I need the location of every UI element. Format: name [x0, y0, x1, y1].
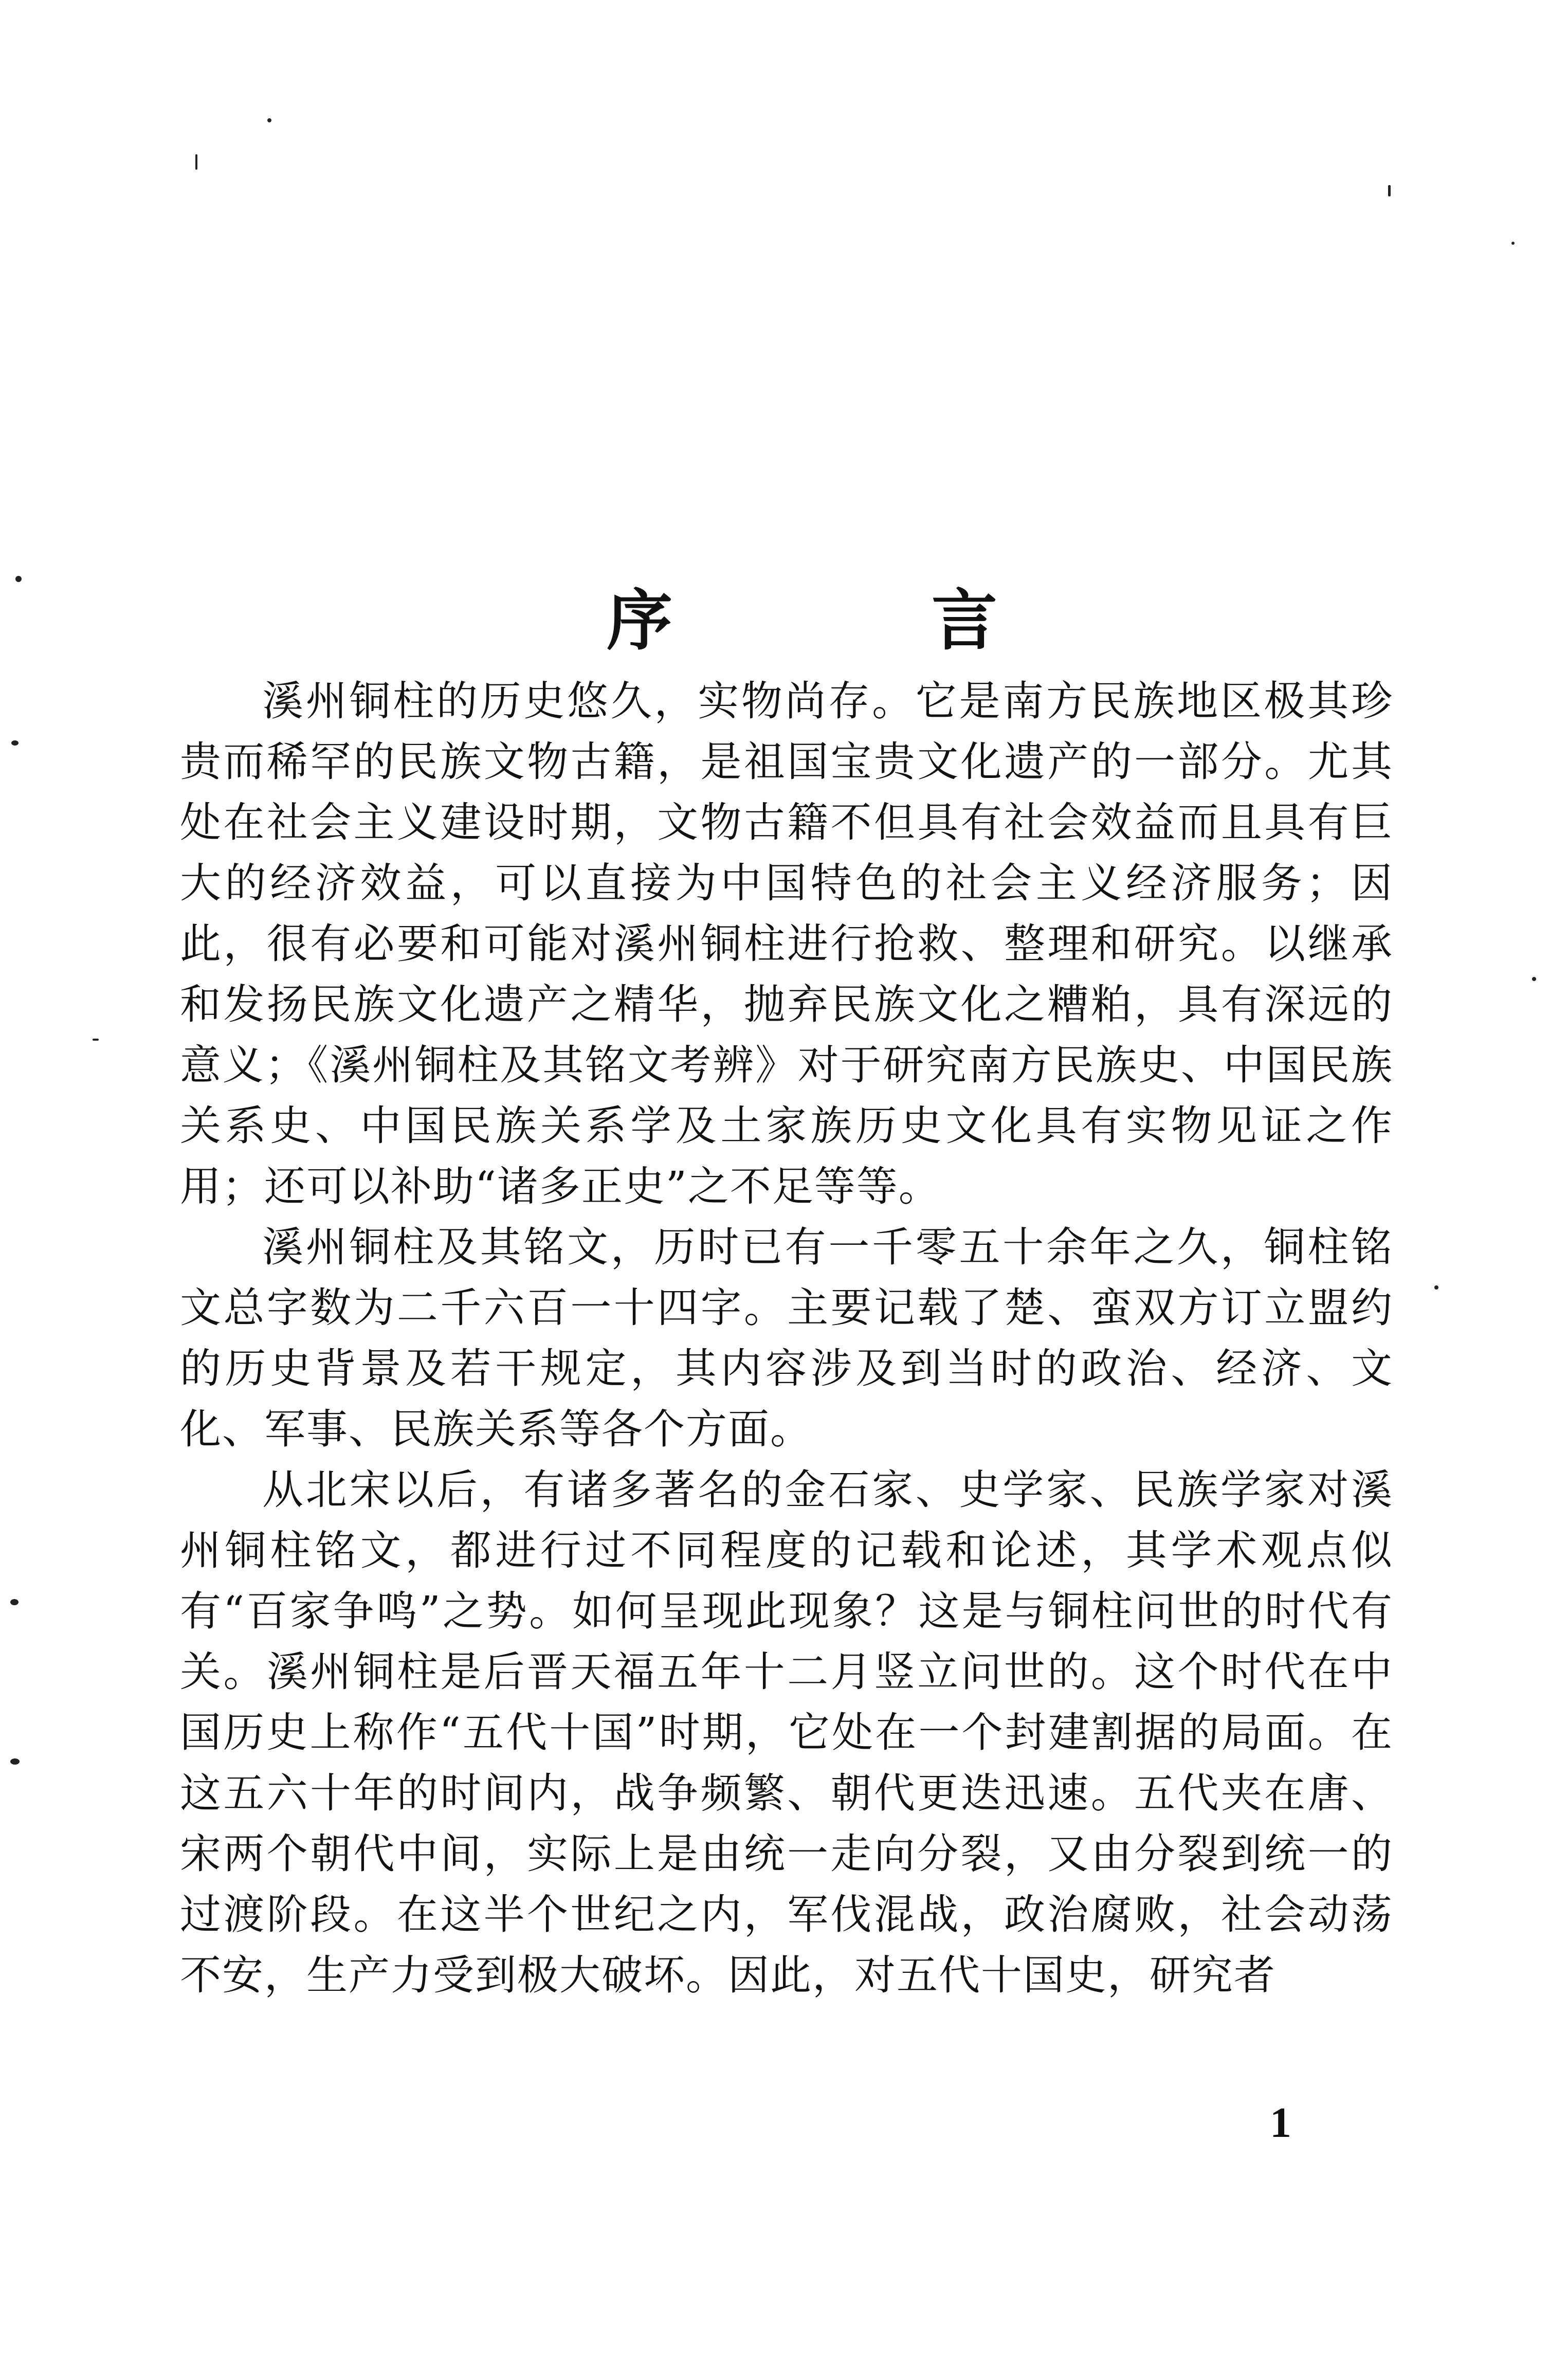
scan-speck — [10, 1758, 20, 1765]
scan-speck — [11, 740, 19, 746]
scan-speck — [10, 1599, 19, 1605]
scan-speck — [15, 576, 22, 582]
paragraph-2: 溪州铜柱及其铭文，历时已有一千零五十余年之久，铜柱铭文总字数为二千六百一十四字。主要记载了楚、蛮双方订立盟约的历史背景及若干规定，其内容涉及到当时的政治、经济、文化、军事、民族关系等各个方面。 — [180, 1223, 1393, 1453]
title-char-1: 序 — [607, 582, 673, 659]
scan-speck — [195, 154, 197, 170]
title-char-2: 言 — [931, 582, 997, 659]
body-text — [180, 671, 1393, 2006]
scan-speck — [267, 118, 271, 122]
page-number: 1 — [1270, 2099, 1291, 2147]
scan-speck — [93, 1039, 99, 1041]
scan-speck — [1434, 1285, 1438, 1290]
scan-speck — [1388, 185, 1391, 196]
paragraph-1: 溪州铜柱的历史悠久，实物尚存。它是南方民族地区极其珍贵而稀罕的民族文物古籍，是祖国宝贵文化遗产的一部分。尤其处在社会主义建设时期，文物古籍不但具有社会效益而且具有巨大的经济效益，可以直接为中国特色的社会主义经济服务；因此，很有必要和可能对溪州铜柱进行抢救、整理和研究。以继承和发扬民族文化遗产之精华，抛弃民族文化之糟粕，具有深远的意义；《溪州铜柱及其铭文考辨》对于研究南方民族史、中国民族关系史、中国民族关系学及土家族历史文化具有实物见证之作用；还可以补助“诸多正史”之不足等等。 — [180, 677, 1393, 1210]
scan-speck — [1511, 242, 1515, 245]
paragraph-3: 从北宋以后，有诸多著名的金石家、史学家、民族学家对溪州铜柱铭文，都进行过不同程度的记载和论述，其学术观点似有“百家争鸣”之势。如何呈现此现象？这是与铜柱问世的时代有关。溪州铜柱是后晋天福五年十二月竖立问世的。这个时代在中国历史上称作“五代十国”时期，它处在一个封建割据的局面。在这五六十年的时间内，战争频繁、朝代更迭迅速。五代夹在唐、宋两个朝代中间，实际上是由统一走向分裂，又由分裂到统一的过渡阶段。在这半个世纪之内，军伐混战，政治腐败，社会动荡不安，生产力受到极大破坏。因此，对五代十国史，研究者 — [180, 1466, 1393, 1999]
page-title — [607, 569, 997, 661]
scan-speck — [1532, 977, 1536, 981]
